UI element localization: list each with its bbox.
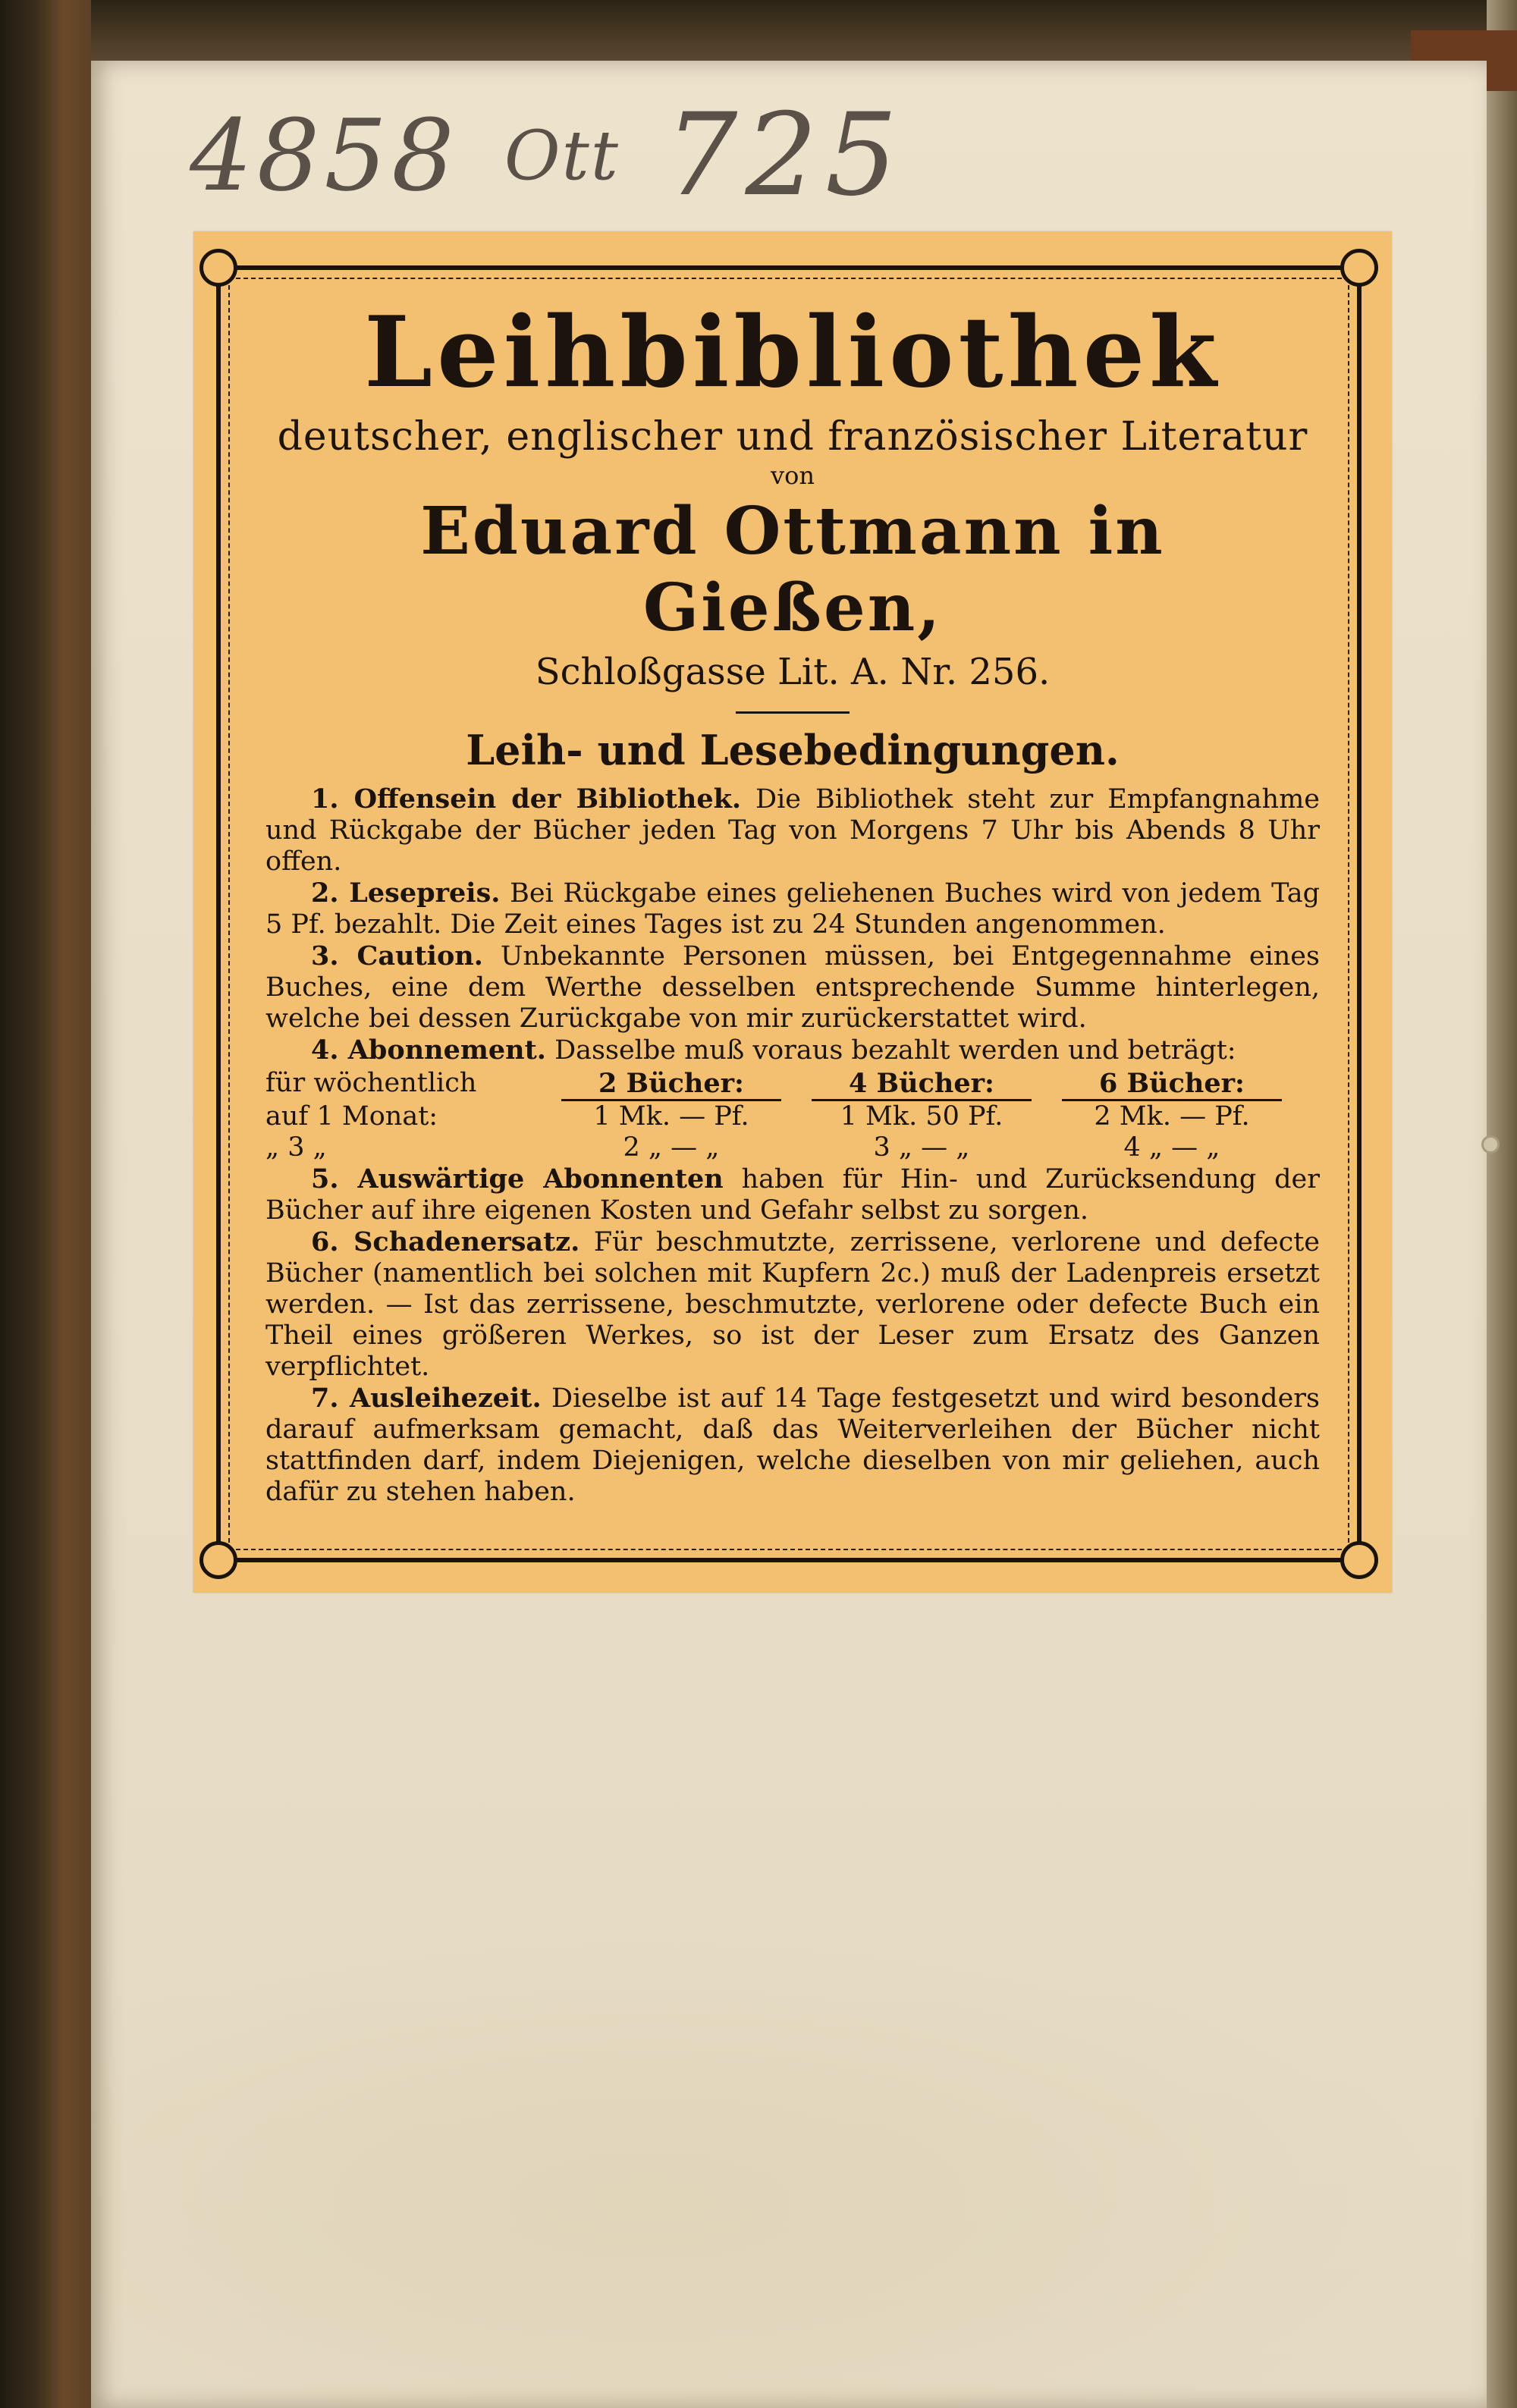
rule-heading: 6. Schadenersatz. <box>311 1226 580 1257</box>
label-subtitle: deutscher, englischer und französischer Literatur <box>277 413 1308 460</box>
label-content <box>265 284 1320 1543</box>
price-table-row <box>265 1101 1320 1132</box>
price-cell: 2 Mk. — Pf. <box>1094 1100 1250 1132</box>
shelfmark-volume: 725 <box>664 89 906 221</box>
rule-text: Unbekannte Personen müssen, bei Entgegennahme eines Buches, eine dem Werthe desselben entsprechende Summe hinterlegen, welche bei dessen Zurückgabe von mir zurückerstattet wird. <box>265 940 1320 1034</box>
rule-heading: 7. Ausleihezeit. <box>311 1382 542 1414</box>
rule-text: haben für Hin- und Zurücksendung der Bücher auf ihre eigenen Kosten und Gefahr selbst zu sorgen. <box>265 1163 1320 1226</box>
rule-paragraph <box>265 1163 1320 1226</box>
price-header-cell: für wöchentlich <box>265 1067 477 1098</box>
border-corner-ornament <box>1340 249 1378 287</box>
library-label <box>193 231 1392 1593</box>
rule-text: Die Bibliothek steht zur Empfangnahme und Rückgabe der Bücher jeden Tag von Morgens 7 Uhr bis Abends 8 Uhr offen. <box>265 783 1320 877</box>
rule-text: Dasselbe muß voraus bezahlt werden und beträgt: <box>545 1034 1236 1066</box>
price-cell: 2 „ — „ <box>623 1132 720 1163</box>
price-cell: 3 „ — „ <box>873 1132 970 1163</box>
rule-heading: 3. Caution. <box>311 940 483 972</box>
rule-paragraph <box>265 877 1320 940</box>
rule-paragraph <box>265 1226 1320 1383</box>
label-title: Leihbibliothek <box>364 296 1221 410</box>
price-cell: 4 „ — „ <box>1123 1132 1220 1163</box>
border-corner-ornament <box>199 1541 237 1579</box>
paper-stain <box>91 1896 1487 2408</box>
rule-text: Dieselbe ist auf 14 Tage festgesetzt und wird besonders darauf aufmerksam gemacht, daß das Weiterverleihen der Bücher nicht stattfinden darf, indem Diejenigen, welche dieselben von mir geliehen, auch dafür zu stehen haben. <box>265 1383 1320 1507</box>
book-page-edge <box>1487 0 1517 2408</box>
shelfmark-code: Ott <box>504 115 620 196</box>
price-table <box>265 1068 1320 1163</box>
border-corner-ornament <box>199 249 237 287</box>
rule-heading: 1. Offensein der Bibliothek. <box>311 783 742 815</box>
rule-paragraph <box>265 940 1320 1034</box>
price-header-cell: 2 Bücher: <box>561 1068 781 1101</box>
book-binding-left <box>0 0 91 2408</box>
library-address: Schloßgasse Lit. A. Nr. 256. <box>535 650 1051 693</box>
price-cell: auf 1 Monat: <box>265 1100 438 1132</box>
price-cell: „ 3 „ <box>265 1132 327 1163</box>
library-owner: Eduard Ottmann in Gießen, <box>420 492 1165 646</box>
price-table-header <box>265 1068 1320 1101</box>
rules-text <box>265 783 1320 1508</box>
price-table-row <box>265 1132 1320 1163</box>
rule-paragraph <box>265 783 1320 877</box>
rule-heading: 2. Lesepreis. <box>311 877 501 909</box>
handwritten-shelfmark <box>190 91 1100 220</box>
rule-text: Bei Rückgabe eines geliehenen Buches wird von jedem Tag 5 Pf. bezahlt. Die Zeit eines Tages ist zu 24 Stunden angenommen. <box>265 877 1320 940</box>
divider <box>736 711 850 714</box>
binding-hole <box>1484 1138 1497 1151</box>
shelfmark-number: 4858 <box>190 98 459 213</box>
rule-heading: 4. Abonnement. <box>311 1034 546 1066</box>
book-binding-top <box>0 0 1517 61</box>
rule-text: Für beschmutzte, zerrissene, verlorene und defecte Bücher (namentlich bei solchen mit Kupfern 2c.) muß der Ladenpreis ersetzt werden. — Ist das zerrissene, beschmutzte, verlorene oder defecte Buch ein Theil eines größeren Werkes, so ist der Leser zum Ersatz des Ganzen verpflichtet. <box>265 1226 1321 1382</box>
price-cell: 1 Mk. 50 Pf. <box>840 1100 1003 1132</box>
rule-paragraph <box>265 1034 1320 1066</box>
conditions-heading: Leih- und Lesebedingungen. <box>466 725 1120 774</box>
price-header-cell: 4 Bücher: <box>812 1068 1032 1101</box>
border-corner-ornament <box>1340 1541 1378 1579</box>
rule-paragraph <box>265 1383 1320 1508</box>
label-von: von <box>771 460 815 490</box>
rule-heading: 5. Auswärtige Abonnenten <box>311 1163 724 1195</box>
price-cell: 1 Mk. — Pf. <box>593 1100 749 1132</box>
price-header-cell: 6 Bücher: <box>1062 1068 1282 1101</box>
